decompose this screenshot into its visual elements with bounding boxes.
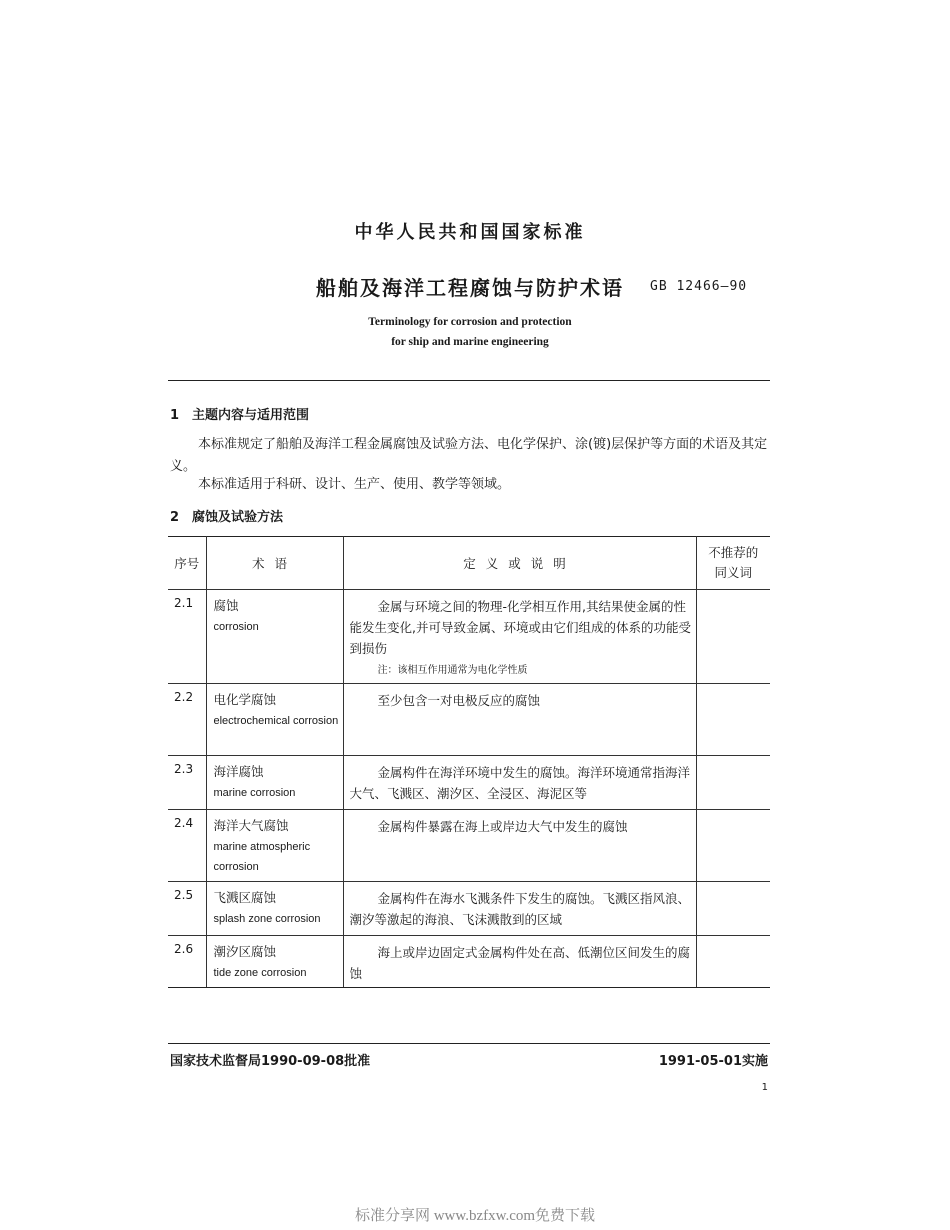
section-1-paragraph-1: 本标准规定了船舶及海洋工程金属腐蚀及试验方法、电化学保护、涂(镀)层保护等方面的术语及其定义。 <box>170 437 768 474</box>
national-standard-heading: 中华人民共和国国家标准 <box>354 222 586 243</box>
term-synonym <box>696 590 770 684</box>
term-chinese: 海洋大气腐蚀 <box>213 818 289 833</box>
section-2-number: 2 <box>170 510 180 525</box>
table-row <box>168 936 770 988</box>
header-synonym <box>696 537 770 590</box>
standard-code: GB 12466—90 <box>650 279 748 294</box>
term-synonym <box>696 684 770 756</box>
table-header-row <box>168 537 770 590</box>
term-definition: 金属构件在海洋环境中发生的腐蚀。海洋环境通常指海洋大气、飞溅区、潮汐区、全浸区、海泥区等 <box>349 765 691 801</box>
section-1-title: 主题内容与适用范围 <box>192 408 310 423</box>
term-definition: 金属构件在海水飞溅条件下发生的腐蚀。飞溅区指风浪、潮汐等激起的海浪、飞沫溅散到的区域 <box>349 891 691 927</box>
term-chinese: 海洋腐蚀 <box>213 764 264 779</box>
header-synonym-line-2: 同义词 <box>714 565 752 580</box>
term-number: 2.5 <box>174 888 194 902</box>
english-title-line-2: for ship and marine engineering <box>391 336 549 348</box>
table-row <box>168 882 770 936</box>
page-number: 1 <box>761 1082 768 1093</box>
english-title-line-1: Terminology for corrosion and protection <box>368 316 572 328</box>
term-synonym <box>696 936 770 988</box>
term-definition: 金属构件暴露在海上或岸边大气中发生的腐蚀 <box>377 819 628 834</box>
term-number: 2.3 <box>174 762 194 776</box>
term-synonym <box>696 810 770 882</box>
term-number: 2.4 <box>174 816 194 830</box>
footer-divider <box>168 1043 770 1044</box>
term-chinese: 潮汐区腐蚀 <box>213 944 277 959</box>
effective-date: 1991-05-01实施 <box>658 1054 768 1069</box>
section-1-heading <box>170 404 309 423</box>
header-number: 序号 <box>168 537 206 590</box>
term-number: 2.1 <box>174 596 194 610</box>
terms-table <box>168 536 770 988</box>
download-watermark: 标准分享网 www.bzfxw.com免费下载 <box>354 1208 596 1224</box>
header-synonym-line-1: 不推荐的 <box>708 545 759 560</box>
term-english: splash zone corrosion <box>213 913 321 925</box>
term-number: 2.2 <box>174 690 194 704</box>
english-title <box>170 312 770 352</box>
term-definition: 至少包含一对电极反应的腐蚀 <box>377 693 541 708</box>
section-2-title: 腐蚀及试验方法 <box>192 510 284 525</box>
section-2-heading <box>170 506 283 525</box>
term-synonym <box>696 756 770 810</box>
table-row <box>168 590 770 684</box>
term-english: corrosion <box>213 621 259 633</box>
term-definition: 金属与环境之间的物理-化学相互作用,其结果使金属的性能发生变化,并可导致金属、环境或由它们组成的体系的功能受到损伤 <box>349 599 691 656</box>
document-title: 船舶及海洋工程腐蚀与防护术语 <box>316 276 624 300</box>
term-chinese: 飞溅区腐蚀 <box>213 890 277 905</box>
approval-note: 国家技术监督局1990-09-08批准 <box>170 1054 371 1069</box>
term-english: marine corrosion <box>213 787 296 799</box>
term-english: electrochemical corrosion <box>213 715 339 727</box>
term-note: 注：该相互作用通常为电化学性质 <box>377 665 528 676</box>
section-1-paragraph-2: 本标准适用于科研、设计、生产、使用、教学等领域。 <box>198 477 511 492</box>
table-row <box>168 756 770 810</box>
term-definition: 海上或岸边固定式金属构件处在高、低潮位区间发生的腐蚀 <box>349 945 691 981</box>
term-english: marine atmospheric corrosion <box>213 841 311 873</box>
term-chinese: 腐蚀 <box>213 598 239 613</box>
header-term: 术语 <box>206 537 343 590</box>
table-row <box>168 810 770 882</box>
section-1-number: 1 <box>170 408 180 423</box>
header-divider <box>168 380 770 381</box>
table-row <box>168 684 770 756</box>
term-synonym <box>696 882 770 936</box>
term-english: tide zone corrosion <box>213 967 307 979</box>
term-chinese: 电化学腐蚀 <box>213 692 277 707</box>
header-definition: 定义或说明 <box>343 537 696 590</box>
term-number: 2.6 <box>174 942 194 956</box>
